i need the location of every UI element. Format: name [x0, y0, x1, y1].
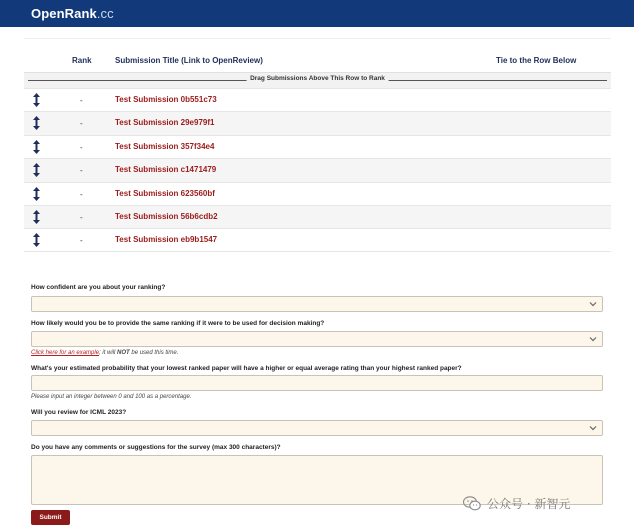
submit-button[interactable]: Submit	[31, 510, 70, 525]
submission-link[interactable]: Test Submission 357f34e4	[115, 141, 215, 151]
submission-link[interactable]: Test Submission c1471479	[115, 165, 217, 175]
title-column-header: Submission Title (Link to OpenReview)	[115, 56, 263, 65]
row-rank: -	[80, 189, 83, 199]
submission-link[interactable]: Test Submission 623560bf	[115, 188, 215, 198]
rank-divider-row	[24, 72, 611, 88]
example-note-not: NOT	[117, 350, 130, 356]
drag-handle-icon[interactable]	[33, 140, 40, 154]
table-row[interactable]	[24, 88, 611, 111]
brand-logo[interactable]	[31, 6, 114, 21]
wechat-icon	[463, 496, 481, 511]
probability-hint: Please input an integer between 0 and 100 as a percentage.	[31, 394, 192, 400]
review-question: Will you review for ICML 2023?	[31, 409, 127, 416]
ranking-table	[24, 38, 611, 252]
drag-handle-icon[interactable]	[33, 210, 40, 224]
submission-link[interactable]: Test Submission 0b551c73	[115, 95, 217, 104]
table-row[interactable]	[24, 158, 611, 181]
submission-link[interactable]: Test Submission 29e979f1	[115, 118, 215, 128]
row-rank: -	[80, 142, 83, 152]
confidence-question: How confident are you about your ranking?	[31, 284, 166, 291]
chevron-down-icon	[589, 424, 597, 432]
tie-column-header: Tie to the Row Below	[496, 56, 577, 65]
drag-handle-icon[interactable]	[33, 116, 40, 130]
table-row[interactable]	[24, 135, 611, 158]
brand-tld: .cc	[96, 6, 114, 21]
watermark-text: 公众号 · 新智元	[487, 497, 571, 511]
submission-link[interactable]: Test Submission eb9b1547	[115, 235, 218, 245]
same-ranking-question: How likely would you be to provide the same ranking if it were to be used for decision making?	[31, 320, 325, 327]
comments-question: Do you have any comments or suggestions for the survey (max 300 characters)?	[31, 444, 281, 451]
row-rank: -	[80, 166, 83, 176]
example-note-text-a: ; it will	[99, 350, 118, 356]
drag-handle-icon[interactable]	[33, 187, 40, 201]
drag-handle-icon[interactable]	[33, 93, 40, 107]
watermark	[463, 495, 570, 512]
same-ranking-select[interactable]	[31, 331, 603, 347]
review-select[interactable]	[31, 420, 603, 436]
example-link[interactable]: Click here for an example	[31, 350, 100, 356]
row-rank: -	[80, 96, 83, 105]
table-row[interactable]	[24, 228, 611, 251]
divider-label: Drag Submissions Above This Row to Rank	[246, 75, 389, 82]
table-row[interactable]	[24, 205, 611, 228]
row-rank: -	[80, 236, 83, 246]
chevron-down-icon	[589, 335, 597, 343]
drag-handle-icon[interactable]	[33, 233, 40, 247]
probability-question: What's your estimated probability that your lowest ranked paper will have a higher or equal average rating than your highest ranked paper?	[31, 365, 462, 372]
row-rank: -	[80, 212, 83, 222]
probability-input[interactable]	[31, 375, 603, 391]
confidence-select[interactable]	[31, 296, 603, 312]
table-row[interactable]	[24, 111, 611, 134]
brand-name: OpenRank	[31, 6, 97, 21]
example-note-text-b: be used this time.	[129, 350, 179, 356]
submission-link[interactable]: Test Submission 56b6cdb2	[115, 211, 218, 221]
drag-handle-icon[interactable]	[33, 163, 40, 177]
example-note	[31, 350, 178, 356]
table-header	[24, 38, 611, 72]
rank-column-header: Rank	[72, 56, 92, 65]
chevron-down-icon	[589, 300, 597, 308]
table-row[interactable]	[24, 182, 611, 205]
row-rank: -	[80, 119, 83, 129]
top-navbar	[0, 0, 634, 27]
